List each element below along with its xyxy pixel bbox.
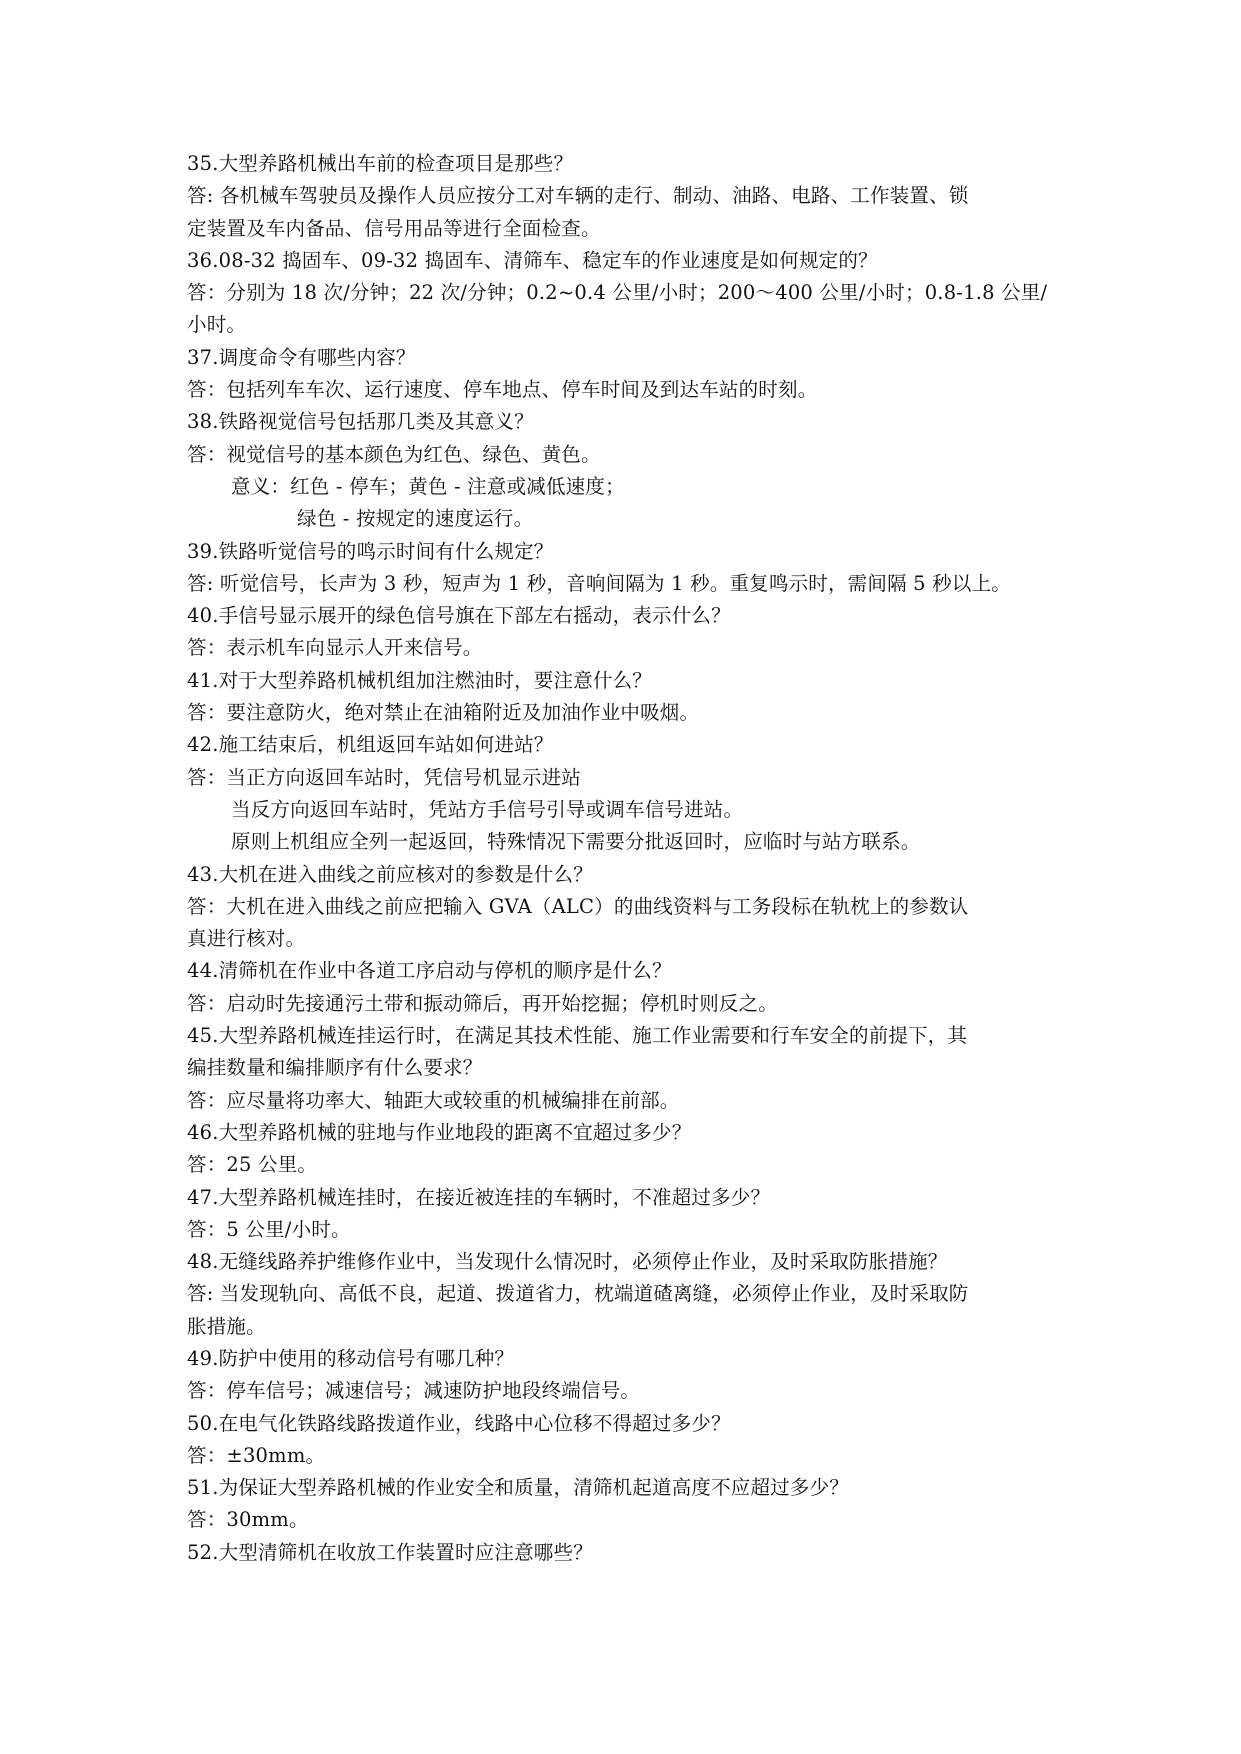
- question-line: 47.大型养路机械连挂时，在接近被连挂的车辆时，不准超过多少？: [187, 1185, 771, 1209]
- answer-continuation-line: 原则上机组应全列一起返回，特殊情况下需要分批返回时，应临时与站方联系。: [231, 830, 921, 854]
- question-line: 37.调度命令有哪些内容？: [187, 345, 416, 369]
- answer-line: 答：要注意防火，绝对禁止在油箱附近及加油作业中吸烟。: [187, 701, 700, 725]
- answer-continuation-line: 小时。: [187, 313, 247, 337]
- answer-line: 答：视觉信号的基本颜色为红色、绿色、黄色。: [187, 442, 601, 466]
- question-line: 44.清筛机在作业中各道工序启动与停机的顺序是什么？: [187, 959, 672, 983]
- question-line: 49.防护中使用的移动信号有哪几种？: [187, 1346, 515, 1370]
- question-line: 40.手信号显示展开的绿色信号旗在下部左右摇动，表示什么？: [187, 604, 731, 628]
- question-line: 45.大型养路机械连挂运行时，在满足其技术性能、施工作业需要和行车安全的前提下，其: [187, 1024, 968, 1048]
- answer-line: 答：大机在进入曲线之前应把输入 GVA（ALC）的曲线资料与工务段标在轨枕上的参数认: [187, 894, 969, 918]
- question-line: 42.施工结束后，机组返回车站如何进站？: [187, 733, 554, 757]
- answer-continuation-line: 胀措施。: [187, 1314, 266, 1338]
- question-line: 43.大机在进入曲线之前应核对的参数是什么？: [187, 862, 593, 886]
- question-line: 50.在电气化铁路线路拨道作业，线路中心位移不得超过多少？: [187, 1411, 731, 1435]
- question-line: 41.对于大型养路机械机组加注燃油时，要注意什么？: [187, 668, 653, 692]
- answer-line: 答：停车信号；减速信号；减速防护地段终端信号。: [187, 1379, 641, 1403]
- answer-line: 答：30mm。: [187, 1508, 309, 1532]
- question-line: 51.为保证大型养路机械的作业安全和质量，清筛机起道高度不应超过多少？: [187, 1476, 850, 1500]
- question-line: 39.铁路听觉信号的鸣示时间有什么规定？: [187, 539, 554, 563]
- answer-continuation-line: 定装置及车内备品、信号用品等进行全面检查。: [187, 216, 601, 240]
- question-line: 46.大型养路机械的驻地与作业地段的距离不宜超过多少？: [187, 1120, 692, 1144]
- answer-line: 答：包括列车车次、运行速度、停车地点、停车时间及到达车站的时刻。: [187, 378, 818, 402]
- answer-line: 答：25 公里。: [187, 1153, 318, 1177]
- question-line: 48.无缝线路养护维修作业中，当发现什么情况时，必须停止作业，及时采取防胀措施？: [187, 1250, 948, 1274]
- answer-line: 答：5 公里/小时。: [187, 1217, 351, 1241]
- answer-line: 答：当正方向返回车站时，凭信号机显示进站: [187, 765, 582, 789]
- answer-line: 答：表示机车向显示人开来信号。: [187, 636, 483, 660]
- question-line: 38.铁路视觉信号包括那几类及其意义？: [187, 410, 534, 434]
- question-line: 35.大型养路机械出车前的检查项目是那些？: [187, 152, 574, 175]
- document-body: [187, 148, 1067, 1569]
- answer-line: 答：±30mm。: [187, 1443, 326, 1467]
- question-line: 52.大型清筛机在收放工作装置时应注意哪些？: [187, 1540, 593, 1564]
- answer-continuation-line: 意义：红色 - 停车；黄色 - 注意或减低速度；: [231, 474, 625, 498]
- answer-continuation-line: 编挂数量和编排顺序有什么要求？: [187, 1056, 483, 1080]
- answer-line: 答: 当发现轨向、高低不良，起道、拨道省力，枕端道碴离缝，必须停止作业，及时采取防: [187, 1282, 969, 1306]
- answer-continuation-line: 当反方向返回车站时，凭站方手信号引导或调车信号进站。: [231, 797, 744, 821]
- question-line: 36.08-32 捣固车、09-32 捣固车、清筛车、稳定车的作业速度是如何规定的？: [187, 248, 878, 272]
- answer-continuation-line: 真进行核对。: [187, 927, 306, 951]
- answer-line: 答: 各机械车驾驶员及操作人员应按分工对车辆的走行、制动、油路、电路、工作装置、锁: [187, 184, 969, 208]
- answer-line: 答：应尽量将功率大、轴距大或较重的机械编排在前部。: [187, 1088, 680, 1112]
- answer-line: 答: 听觉信号，长声为 3 秒，短声为 1 秒，音响间隔为 1 秒。重复鸣示时，需间隔 5 秒以上。: [187, 571, 1011, 595]
- answer-line: 答：启动时先接通污土带和振动筛后，再开始挖掘；停机时则反之。: [187, 991, 779, 1015]
- answer-continuation-line: 绿色 - 按规定的速度运行。: [297, 507, 534, 531]
- answer-line: 答：分别为 18 次/分钟；22 次/分钟；0.2~0.4 公里/小时；200～400 公里/小时；0.8-1.8 公里/: [187, 281, 1048, 305]
